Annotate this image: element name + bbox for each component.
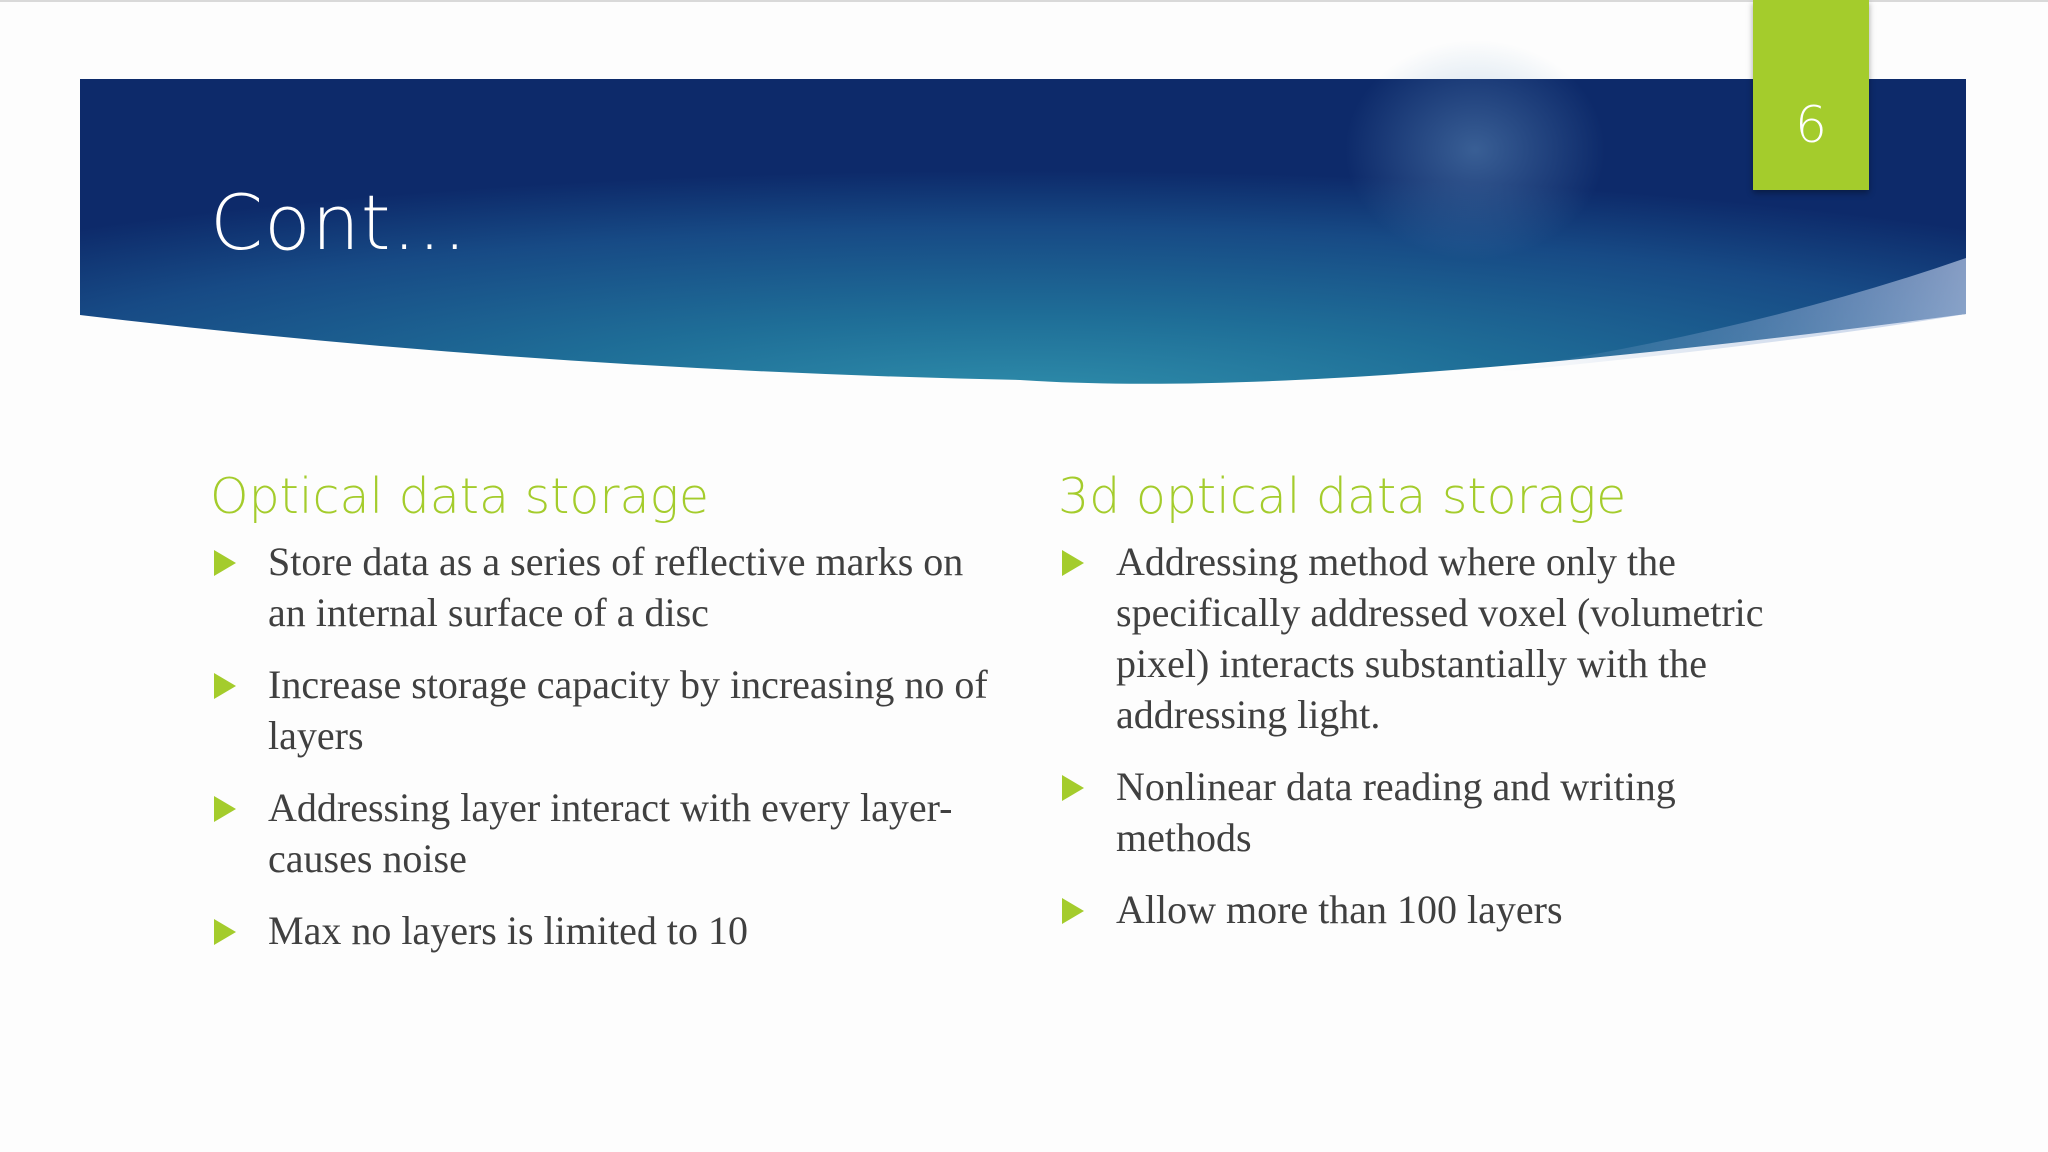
- triangle-right-icon: [214, 550, 236, 576]
- right-column: [1058, 462, 1818, 956]
- triangle-right-icon: [1062, 775, 1084, 801]
- bullet-text: Nonlinear data reading and writing methods: [1116, 764, 1676, 860]
- triangle-right-icon: [214, 919, 236, 945]
- slide-number-tab: [1753, 0, 1869, 190]
- left-column: [210, 462, 1000, 977]
- bullet-text: Max no layers is limited to 10: [268, 908, 748, 953]
- right-column-heading: 3d optical data storage: [1058, 468, 1627, 525]
- bullet-text: Increase storage capacity by increasing no of layers: [268, 662, 988, 758]
- left-bullet-list: [210, 536, 1000, 956]
- slide-number: 6: [1795, 96, 1827, 154]
- list-item: [210, 782, 1000, 884]
- list-item: [1058, 536, 1818, 740]
- bullet-text: Store data as a series of reflective marks on an internal surface of a disc: [268, 539, 964, 635]
- triangle-right-icon: [214, 673, 236, 699]
- list-item: [210, 536, 1000, 638]
- list-item: [210, 659, 1000, 761]
- triangle-right-icon: [1062, 898, 1084, 924]
- list-item: [210, 905, 1000, 956]
- triangle-right-icon: [1062, 550, 1084, 576]
- right-bullet-list: [1058, 536, 1818, 935]
- bullet-text: Allow more than 100 layers: [1116, 887, 1563, 932]
- bullet-text: Addressing method where only the specifically addressed voxel (volumetric pixel) interacts substantially with the addressing light.: [1116, 539, 1764, 737]
- bullet-text: Addressing layer interact with every layer- causes noise: [268, 785, 953, 881]
- list-item: [1058, 884, 1818, 935]
- left-column-heading: Optical data storage: [210, 468, 710, 525]
- slide-title: Cont…: [210, 178, 469, 267]
- list-item: [1058, 761, 1818, 863]
- triangle-right-icon: [214, 796, 236, 822]
